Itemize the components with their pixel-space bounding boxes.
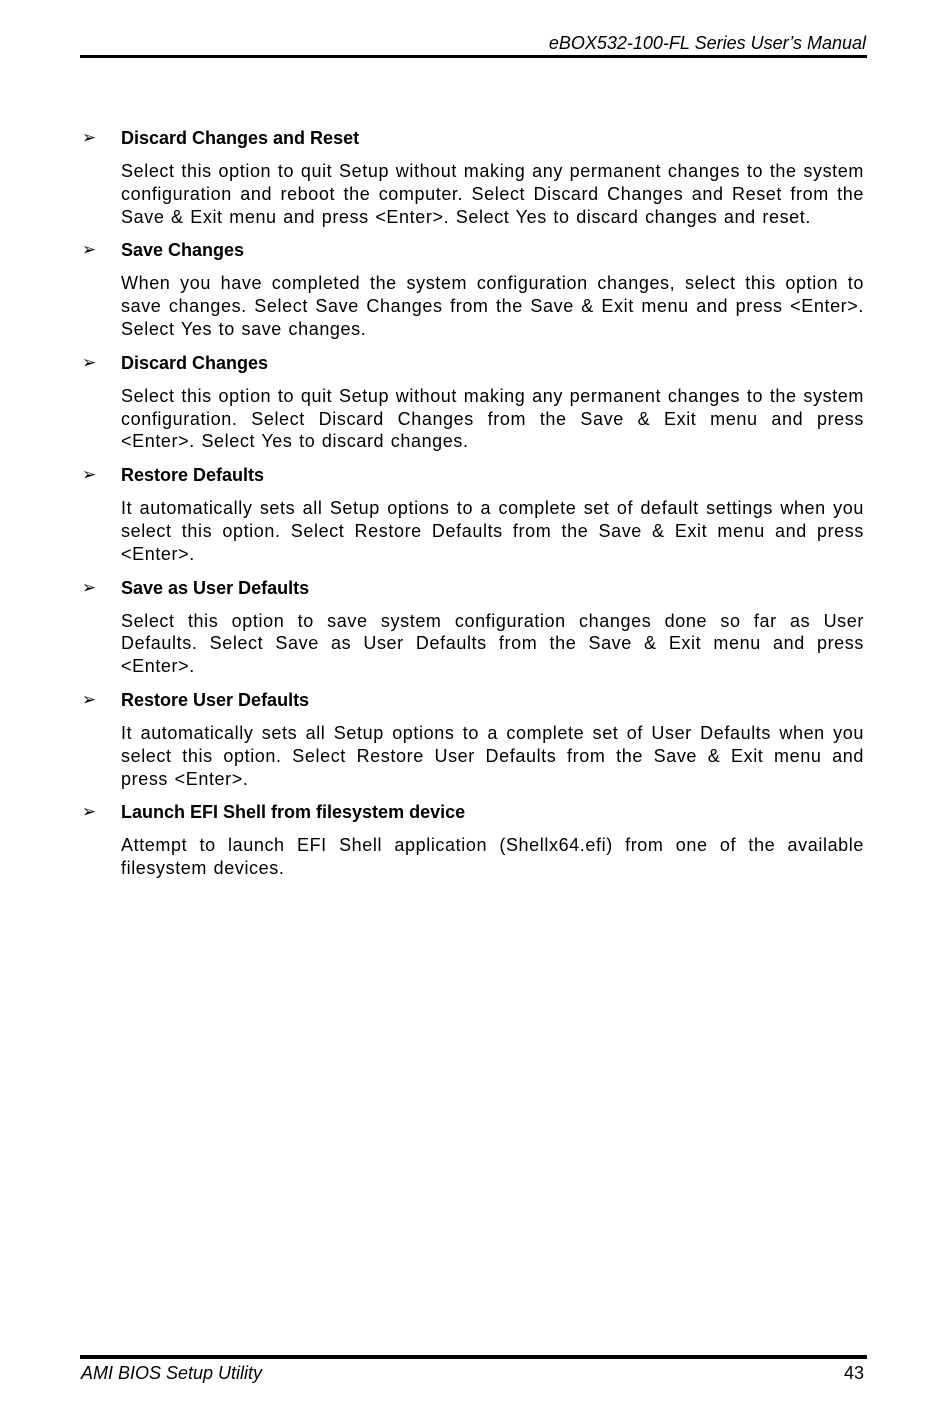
header-divider — [80, 55, 867, 58]
list-item-restore-defaults — [80, 463, 864, 565]
footer-divider — [80, 1355, 867, 1359]
item-description: Select this option to quit Setup without making any permanent changes to the system configuration and reboot the computer. Select Discard Changes and Reset from the Save & Exit menu and press <Enter>. Select Yes to discard changes and reset. — [121, 161, 864, 227]
page-number: 43 — [843, 1363, 864, 1383]
list-item-save-as-user-defaults — [80, 576, 864, 678]
arrow-bullet-icon: ➢ — [82, 352, 97, 373]
item-description: It automatically sets all Setup options to a complete set of User Defaults when you select this option. Select Restore User Defaults from the Save & Exit menu and press <Enter>. — [121, 722, 864, 789]
item-heading: Restore User Defaults — [121, 689, 310, 710]
list-item-launch-efi-shell — [80, 800, 864, 880]
document-body — [80, 126, 864, 890]
arrow-bullet-icon: ➢ — [82, 689, 97, 710]
item-description: Select this option to save system configuration changes done so far as User Defaults. Select Save as User Defaults from the Save & Exit menu and press <Enter>. — [121, 610, 864, 677]
item-description: Attempt to launch EFI Shell application (Shellx64.efi) from one of the available filesystem devices. — [121, 835, 864, 879]
arrow-bullet-icon: ➢ — [82, 465, 97, 486]
list-item-discard-changes-and-reset — [80, 126, 864, 228]
item-description: Select this option to quit Setup without making any permanent changes to the system configuration. Select Discard Changes from the Save & Exit menu and press <Enter>. Select Yes to discard changes. — [121, 385, 864, 452]
list-item-save-changes — [80, 238, 864, 340]
list-item-restore-user-defaults — [80, 688, 864, 790]
list-item-discard-changes — [80, 351, 864, 453]
arrow-bullet-icon: ➢ — [82, 802, 97, 823]
footer-section-title: AMI BIOS Setup Utility — [81, 1363, 263, 1383]
arrow-bullet-icon: ➢ — [82, 128, 97, 148]
item-heading: Restore Defaults — [121, 465, 265, 486]
manual-title: eBOX532-100-FL Series User’s Manual — [548, 33, 866, 53]
item-description: When you have completed the system configuration changes, select this option to save changes. Select Save Changes from the Save & Exit menu and press <Enter>. Select Yes to save changes. — [121, 273, 864, 339]
item-heading: Launch EFI Shell from filesystem device — [121, 802, 466, 823]
item-heading: Discard Changes — [121, 352, 269, 373]
arrow-bullet-icon: ➢ — [82, 240, 97, 261]
item-heading: Save Changes — [121, 240, 245, 261]
arrow-bullet-icon: ➢ — [82, 577, 97, 598]
item-heading: Discard Changes and Reset — [121, 128, 360, 148]
item-description: It automatically sets all Setup options to a complete set of default settings when you select this option. Select Restore Defaults from the Save & Exit menu and press <Enter>. — [121, 498, 864, 564]
item-heading: Save as User Defaults — [121, 577, 310, 598]
